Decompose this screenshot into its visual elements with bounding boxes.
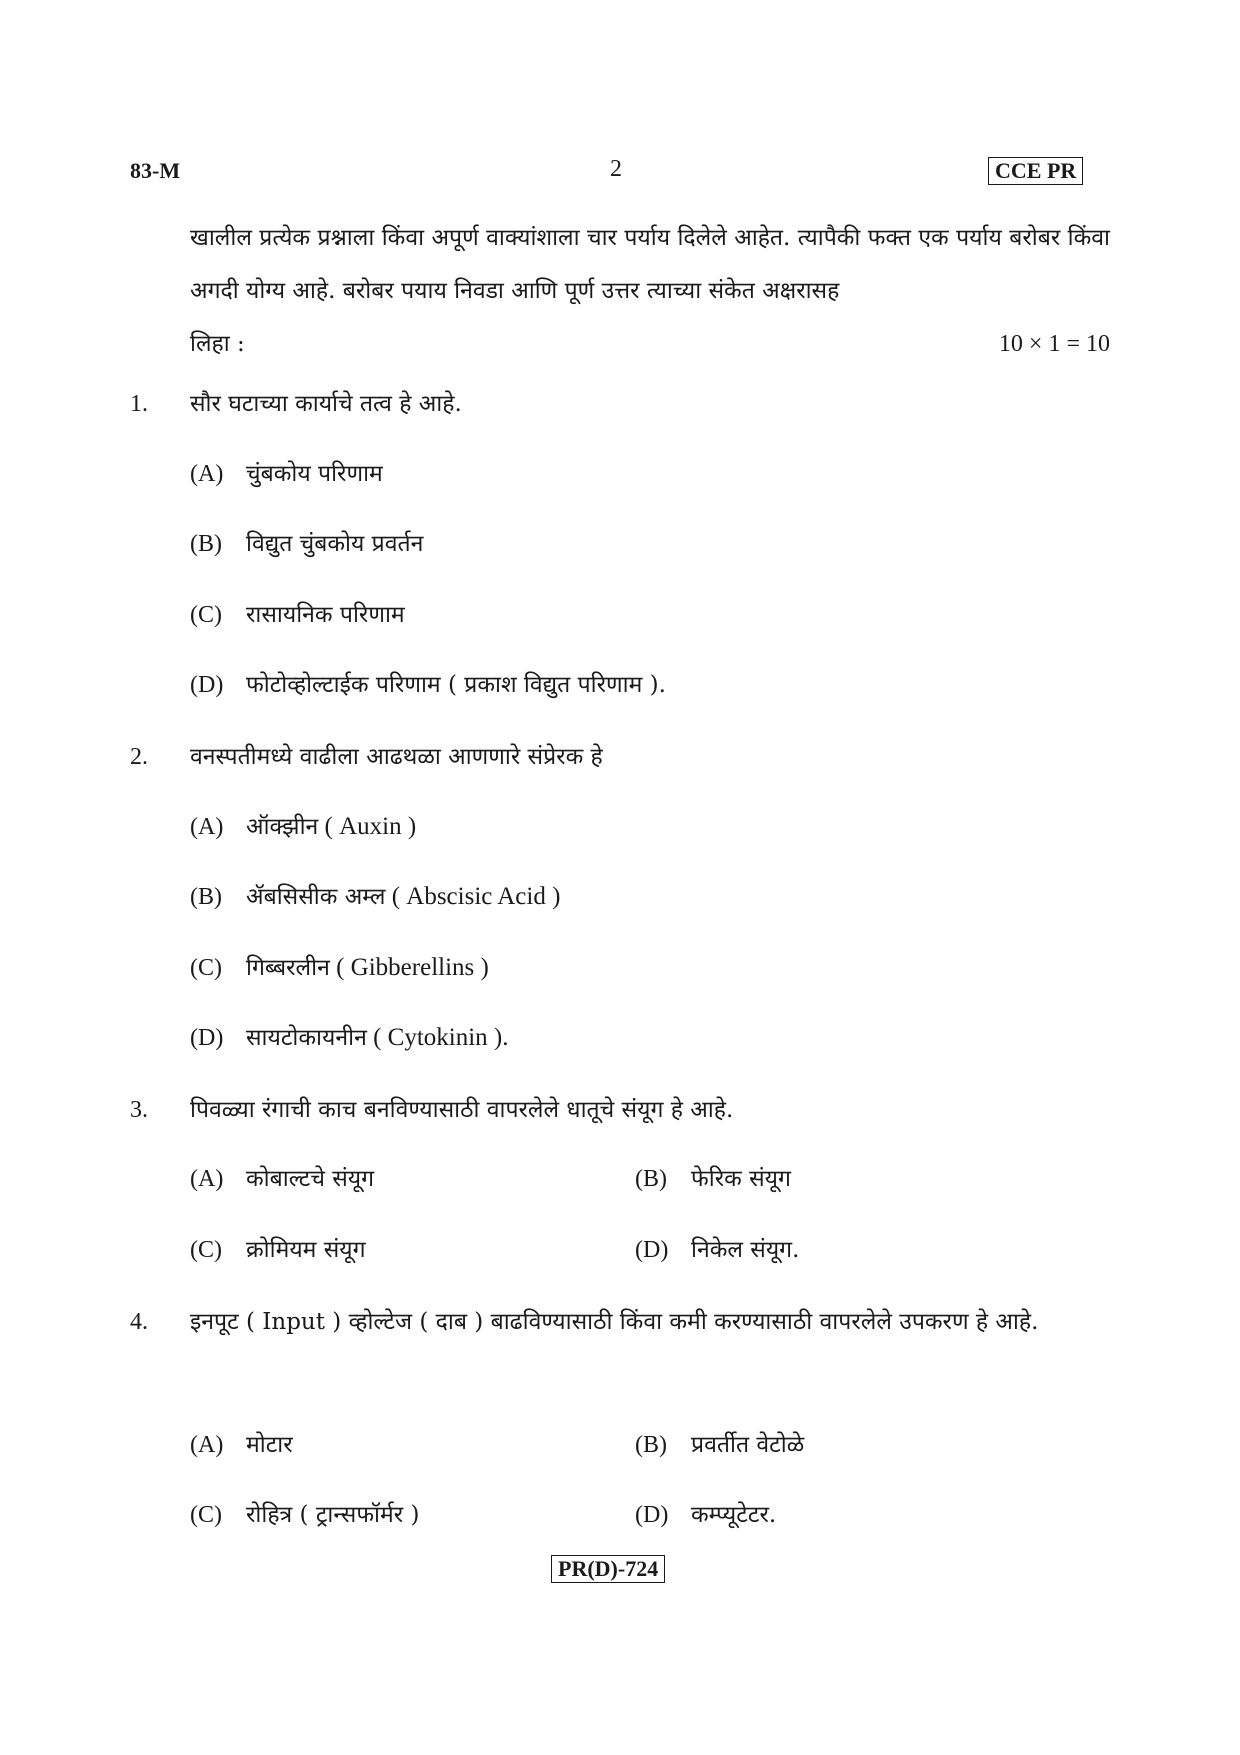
option-text: रासायनिक परिणाम xyxy=(246,602,405,628)
instructions-write-label: लिहा : xyxy=(190,331,245,357)
option-label: (D) xyxy=(190,1025,224,1051)
option-text: ऑक्झीन xyxy=(246,814,319,840)
question-number: 2. xyxy=(130,744,148,770)
option-label: (D) xyxy=(635,1502,669,1528)
question-text: सौर घटाच्या कार्याचे तत्व हे आहे. xyxy=(190,391,462,417)
option-text: सायटोकायनीन xyxy=(246,1025,367,1051)
page-number: 2 xyxy=(610,156,622,182)
option-text: गिब्बरलीन xyxy=(246,955,330,981)
option-text: फेरिक संयूग xyxy=(691,1166,791,1192)
option-label: (D) xyxy=(190,672,224,698)
option-text: प्रवर्तीत वेटोळे xyxy=(691,1432,805,1458)
option-text: विद्युत चुंबकोय प्रवर्तन xyxy=(246,531,424,557)
option-1a xyxy=(190,454,383,494)
option-2b xyxy=(190,877,560,917)
option-4a xyxy=(190,1425,293,1465)
option-label: (B) xyxy=(190,531,222,557)
option-2a xyxy=(190,807,416,847)
option-label: (A) xyxy=(190,1166,224,1192)
option-label: (A) xyxy=(190,814,224,840)
option-label: (C) xyxy=(190,602,222,628)
instructions-text: खालील प्रत्येक प्रश्नाला किंवा अपूर्ण वाक्यांशाला चार पर्याय दिलेले आहेत. त्यापैकी फक्त एक पर्याय बरोबर किंवा अगदी योग्य आहे. बरोबर पयाय निवडा आणि पूर्ण उत्तर त्याच्या संकेत अक्षरासह xyxy=(190,225,1110,304)
option-2d xyxy=(190,1018,509,1058)
question-number: 1. xyxy=(130,391,148,417)
question-number: 4. xyxy=(130,1309,148,1335)
option-text: कम्प्यूटेटर. xyxy=(691,1502,777,1528)
option-text-latin: ( Gibberellins ) xyxy=(329,954,489,981)
option-text: मोटार xyxy=(246,1432,293,1458)
option-text: क्रोमियम संयूग xyxy=(246,1237,366,1263)
option-text: फोटोव्होल्टाईक परिणाम ( प्रकाश विद्युत परिणाम ). xyxy=(246,672,666,698)
option-label: (C) xyxy=(190,955,222,981)
option-label: (A) xyxy=(190,461,224,487)
question-text: वनस्पतीमध्ये वाढीला आढथळा आणणारे संप्रेरक हे xyxy=(190,744,603,770)
instructions-last-line xyxy=(190,318,1110,371)
option-label: (B) xyxy=(190,884,222,910)
option-4d xyxy=(635,1495,776,1535)
option-3b xyxy=(635,1159,791,1199)
footer-code-box: PR(D)-724 xyxy=(551,1555,665,1583)
option-label: (B) xyxy=(635,1432,667,1458)
option-4c xyxy=(190,1495,419,1535)
option-4b xyxy=(635,1425,804,1465)
question-number: 3. xyxy=(130,1097,148,1123)
option-2c xyxy=(190,948,489,988)
series-code-box: CCE PR xyxy=(988,157,1083,185)
option-label: (C) xyxy=(190,1237,222,1263)
option-label: (A) xyxy=(190,1432,224,1458)
paper-code: 83-M xyxy=(130,158,181,183)
option-text: रोहित्र ( ट्रान्सफॉर्मर ) xyxy=(246,1502,420,1528)
option-3d xyxy=(635,1230,799,1270)
option-text: कोबाल्टचे संयूग xyxy=(246,1166,375,1192)
option-text-latin: ( Abscisic Acid ) xyxy=(385,883,561,910)
option-text: चुंबकोय परिणाम xyxy=(246,461,383,487)
option-text: निकेल संयूग. xyxy=(691,1237,800,1263)
question-text: पिवळ्या रंगाची काच बनविण्यासाठी वापरलेले धातूचे संयूग हे आहे. xyxy=(190,1097,734,1123)
page-header xyxy=(0,0,1240,200)
option-3a xyxy=(190,1159,374,1199)
option-1c xyxy=(190,595,405,635)
question-text: इनपूट ( Input ) व्होल्टेज ( दाब ) बाढविण्यासाठी किंवा कमी करण्यासाठी वापरलेले उपकरण हे आहे. xyxy=(190,1309,1039,1335)
option-1d xyxy=(190,665,666,705)
option-text: ॲबसिसीक अम्ल xyxy=(246,884,386,910)
option-label: (D) xyxy=(635,1237,669,1263)
marks-allocation: 10 × 1 = 10 xyxy=(998,331,1110,357)
option-label: (C) xyxy=(190,1502,222,1528)
option-text-latin: ( Cytokinin ). xyxy=(366,1024,509,1051)
option-1b xyxy=(190,524,423,564)
option-text-latin: ( Auxin ) xyxy=(318,813,417,840)
option-3c xyxy=(190,1230,366,1270)
option-label: (B) xyxy=(635,1166,667,1192)
